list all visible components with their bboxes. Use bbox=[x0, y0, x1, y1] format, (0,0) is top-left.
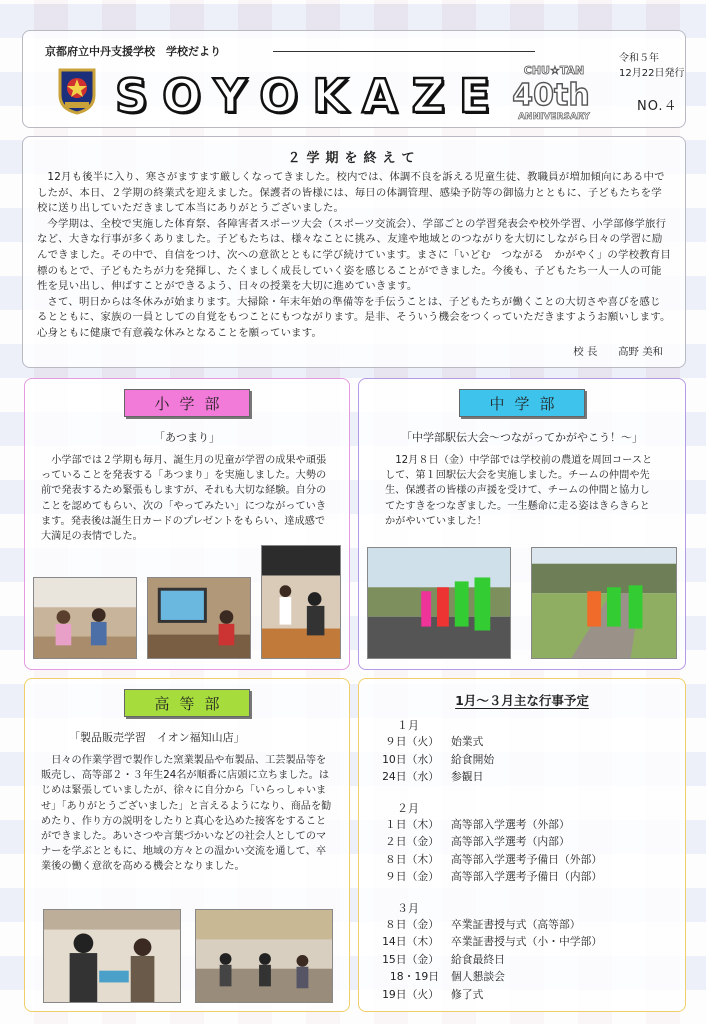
schedule-event bbox=[359, 968, 685, 986]
anniversary-number: 40th bbox=[512, 78, 590, 113]
schedule-event bbox=[359, 916, 685, 934]
schedule-event bbox=[359, 751, 685, 769]
schedule-event bbox=[359, 833, 685, 851]
middle-photo-1 bbox=[367, 547, 511, 659]
message-paragraph-3: さて、明日からは冬休みが始まります。大掃除・年末年始の準備等を手伝うことは、子どもたちが働くことの大切さや喜びを感じるとともに、家族の一員としての自覚をもつことにもつながります。是非、そういう機会をつくっていただきますようお願いします。心身ともに健康で有意義な休みとなることを願っています。 bbox=[37, 295, 671, 339]
schedule-event bbox=[359, 733, 685, 751]
event-name: 給食最終日 bbox=[451, 952, 505, 966]
principal-signature: 校 長 高野 美和 bbox=[573, 345, 663, 358]
event-date: ８日（木） bbox=[385, 852, 439, 866]
issue-date bbox=[619, 51, 684, 81]
middle-tag: 中学部 bbox=[459, 389, 585, 417]
event-date: ９日（金） bbox=[385, 870, 439, 883]
middle-photo-2 bbox=[531, 547, 677, 659]
masthead-rule bbox=[273, 51, 535, 52]
schedule-month: ３月 bbox=[397, 901, 419, 915]
event-name: 卒業証書授与式（高等部） bbox=[451, 917, 581, 931]
event-date: 10日（水） bbox=[382, 752, 439, 766]
elementary-section bbox=[24, 378, 350, 670]
high-body: 日々の作業学習で製作した窯業製品や布製品、工芸製品等を販売し、高等部２・３年生24名が順番に店頭に立ちました。はじめは緊張していましたが、徐々に自分から「いらっしゃいませ」「ありがとうございました」と言えるようになり、商品を勧めたり、作り方の説明をしたりと真心を込めた接客をすることができました。あいさつや言葉づかいなどの社会人としてのマナーを学ぶとともに、地域の方々との温かい交流を通して、卒業後の働く意欲を高める機会となりました。 bbox=[41, 755, 332, 873]
high-tag: 高等部 bbox=[124, 689, 250, 717]
schedule-event bbox=[359, 951, 685, 969]
principal-message bbox=[22, 136, 686, 368]
elementary-photo-3 bbox=[261, 545, 341, 659]
event-name: 個人懇談会 bbox=[451, 970, 505, 983]
schedule-title: 1月～３月主な行事予定 bbox=[455, 693, 589, 708]
masthead bbox=[22, 30, 686, 128]
school-name: 京都府立中丹支援学校 学校だより bbox=[45, 45, 221, 58]
high-photo-1 bbox=[43, 909, 181, 1003]
schedule-event bbox=[359, 986, 685, 1004]
high-subtitle: 「製品販売学習 イオン福知山店」 bbox=[69, 731, 245, 744]
issue-era: 令和５年 bbox=[619, 53, 659, 64]
schedule-event bbox=[359, 933, 685, 951]
high-photo-2 bbox=[195, 909, 333, 1003]
schedule-list bbox=[359, 717, 685, 1003]
event-date: 18・19日 bbox=[389, 970, 439, 983]
event-name: 高等部入学選考予備日（外部） bbox=[451, 852, 603, 866]
issue-number: NO.４ bbox=[637, 99, 678, 114]
event-name: 参観日 bbox=[451, 770, 484, 783]
message-paragraph-1: 12月も後半に入り、寒さがますます厳しくなってきました。校内では、体調不良を訴える児童生徒、教職員が増加傾向にある中でしたが、本日、２学期の終業式を迎えました。保護者の皆様には、毎日の体調管理、感染予防等の御協力とともに、子どもたちを学校に送り出していただきまして本当にありがとうございました。 bbox=[37, 171, 665, 215]
event-date: 19日（火） bbox=[382, 987, 439, 1001]
message-paragraph-2: 今学期は、全校で実施した体育祭、各障害者スポーツ大会（スポーツ交流会）、学部ごとの学習発表会や校外学習、小学部修学旅行など、大きな行事が多くありました。子どもたちは、様々なことに挑み、友達や地域とのつながりを大切にしながら日々の学習に励んできました。その中で、自信をつけ、次への意欲とともに学び続けています。まさに「いどむ つながる かがやく」の学校教育目標のもとで、子どもたちが力を発揮し、たくましく成長していく姿を感じることができました。今後も、子どもたち一人一人の可能性を見い出し、伸ばすことができるよう、日々の授業を大切に進めていきます。 bbox=[37, 217, 671, 293]
event-date: ８日（金） bbox=[385, 917, 439, 931]
elementary-tag: 小学部 bbox=[124, 389, 250, 417]
schedule-event bbox=[359, 868, 685, 886]
event-date: 24日（水） bbox=[382, 770, 439, 783]
issue-day: 12月22日発行 bbox=[619, 68, 685, 79]
event-name: 給食開始 bbox=[451, 752, 495, 766]
elementary-photo-1 bbox=[33, 577, 137, 659]
event-name: 卒業証書授与式（小・中学部） bbox=[451, 935, 603, 948]
elementary-photo-2 bbox=[147, 577, 251, 659]
schedule-section bbox=[358, 678, 686, 1012]
elementary-subtitle: 「あつまり」 bbox=[154, 431, 220, 444]
schedule-month: １月 bbox=[397, 719, 419, 732]
high-section bbox=[24, 678, 350, 1012]
school-crest-icon bbox=[57, 67, 97, 115]
event-date: ２日（金） bbox=[385, 835, 439, 848]
message-title: ２学期を終えて bbox=[287, 151, 421, 166]
event-date: 14日（木） bbox=[382, 935, 439, 948]
anniversary-bottom: ANNIVERSARY bbox=[518, 112, 590, 122]
event-date: ９日（火） bbox=[385, 735, 439, 748]
event-name: 高等部入学選考（外部） bbox=[451, 817, 570, 831]
event-date: 15日（金） bbox=[382, 952, 439, 966]
schedule-event bbox=[359, 816, 685, 834]
schedule-month: ２月 bbox=[397, 801, 419, 815]
schedule-event bbox=[359, 768, 685, 786]
middle-body: 12月８日（金）中学部では学校前の農道を周回コースとして、第１回駅伝大会を実施しました。チームの仲間や先生、保護者の皆様の声援を受けて、チームの仲間と協力してたすきをつなぎました。一生懸命に走る姿はきらきらとかがやいていました！ bbox=[385, 455, 653, 527]
event-name: 始業式 bbox=[451, 735, 484, 748]
event-date: １日（木） bbox=[385, 817, 439, 831]
newsletter-title: SOYOKAZE bbox=[115, 69, 505, 123]
elementary-body: 小学部では２学期も毎月、誕生月の児童が学習の成果や頑張っていることを発表する「あつまり」を実施しました。大勢の前で発表するため緊張もしますが、それも大切な経験。自分のことを認めてもらい、次の「やってみたい」につながっていきます。発表後は誕生日カードのプレゼントをもらい、達成感で大満足の表情でした。 bbox=[41, 455, 327, 543]
event-name: 高等部入学選考（内部） bbox=[451, 835, 570, 848]
anniversary-logo bbox=[509, 61, 599, 123]
schedule-event bbox=[359, 851, 685, 869]
middle-section bbox=[358, 378, 686, 670]
middle-subtitle: 「中学部駅伝大会～つながってかがやこう！～」 bbox=[401, 431, 643, 444]
event-name: 高等部入学選考予備日（内部） bbox=[451, 870, 603, 883]
event-name: 修了式 bbox=[451, 987, 484, 1001]
anniversary-top: CHU☆TAN bbox=[523, 64, 585, 77]
